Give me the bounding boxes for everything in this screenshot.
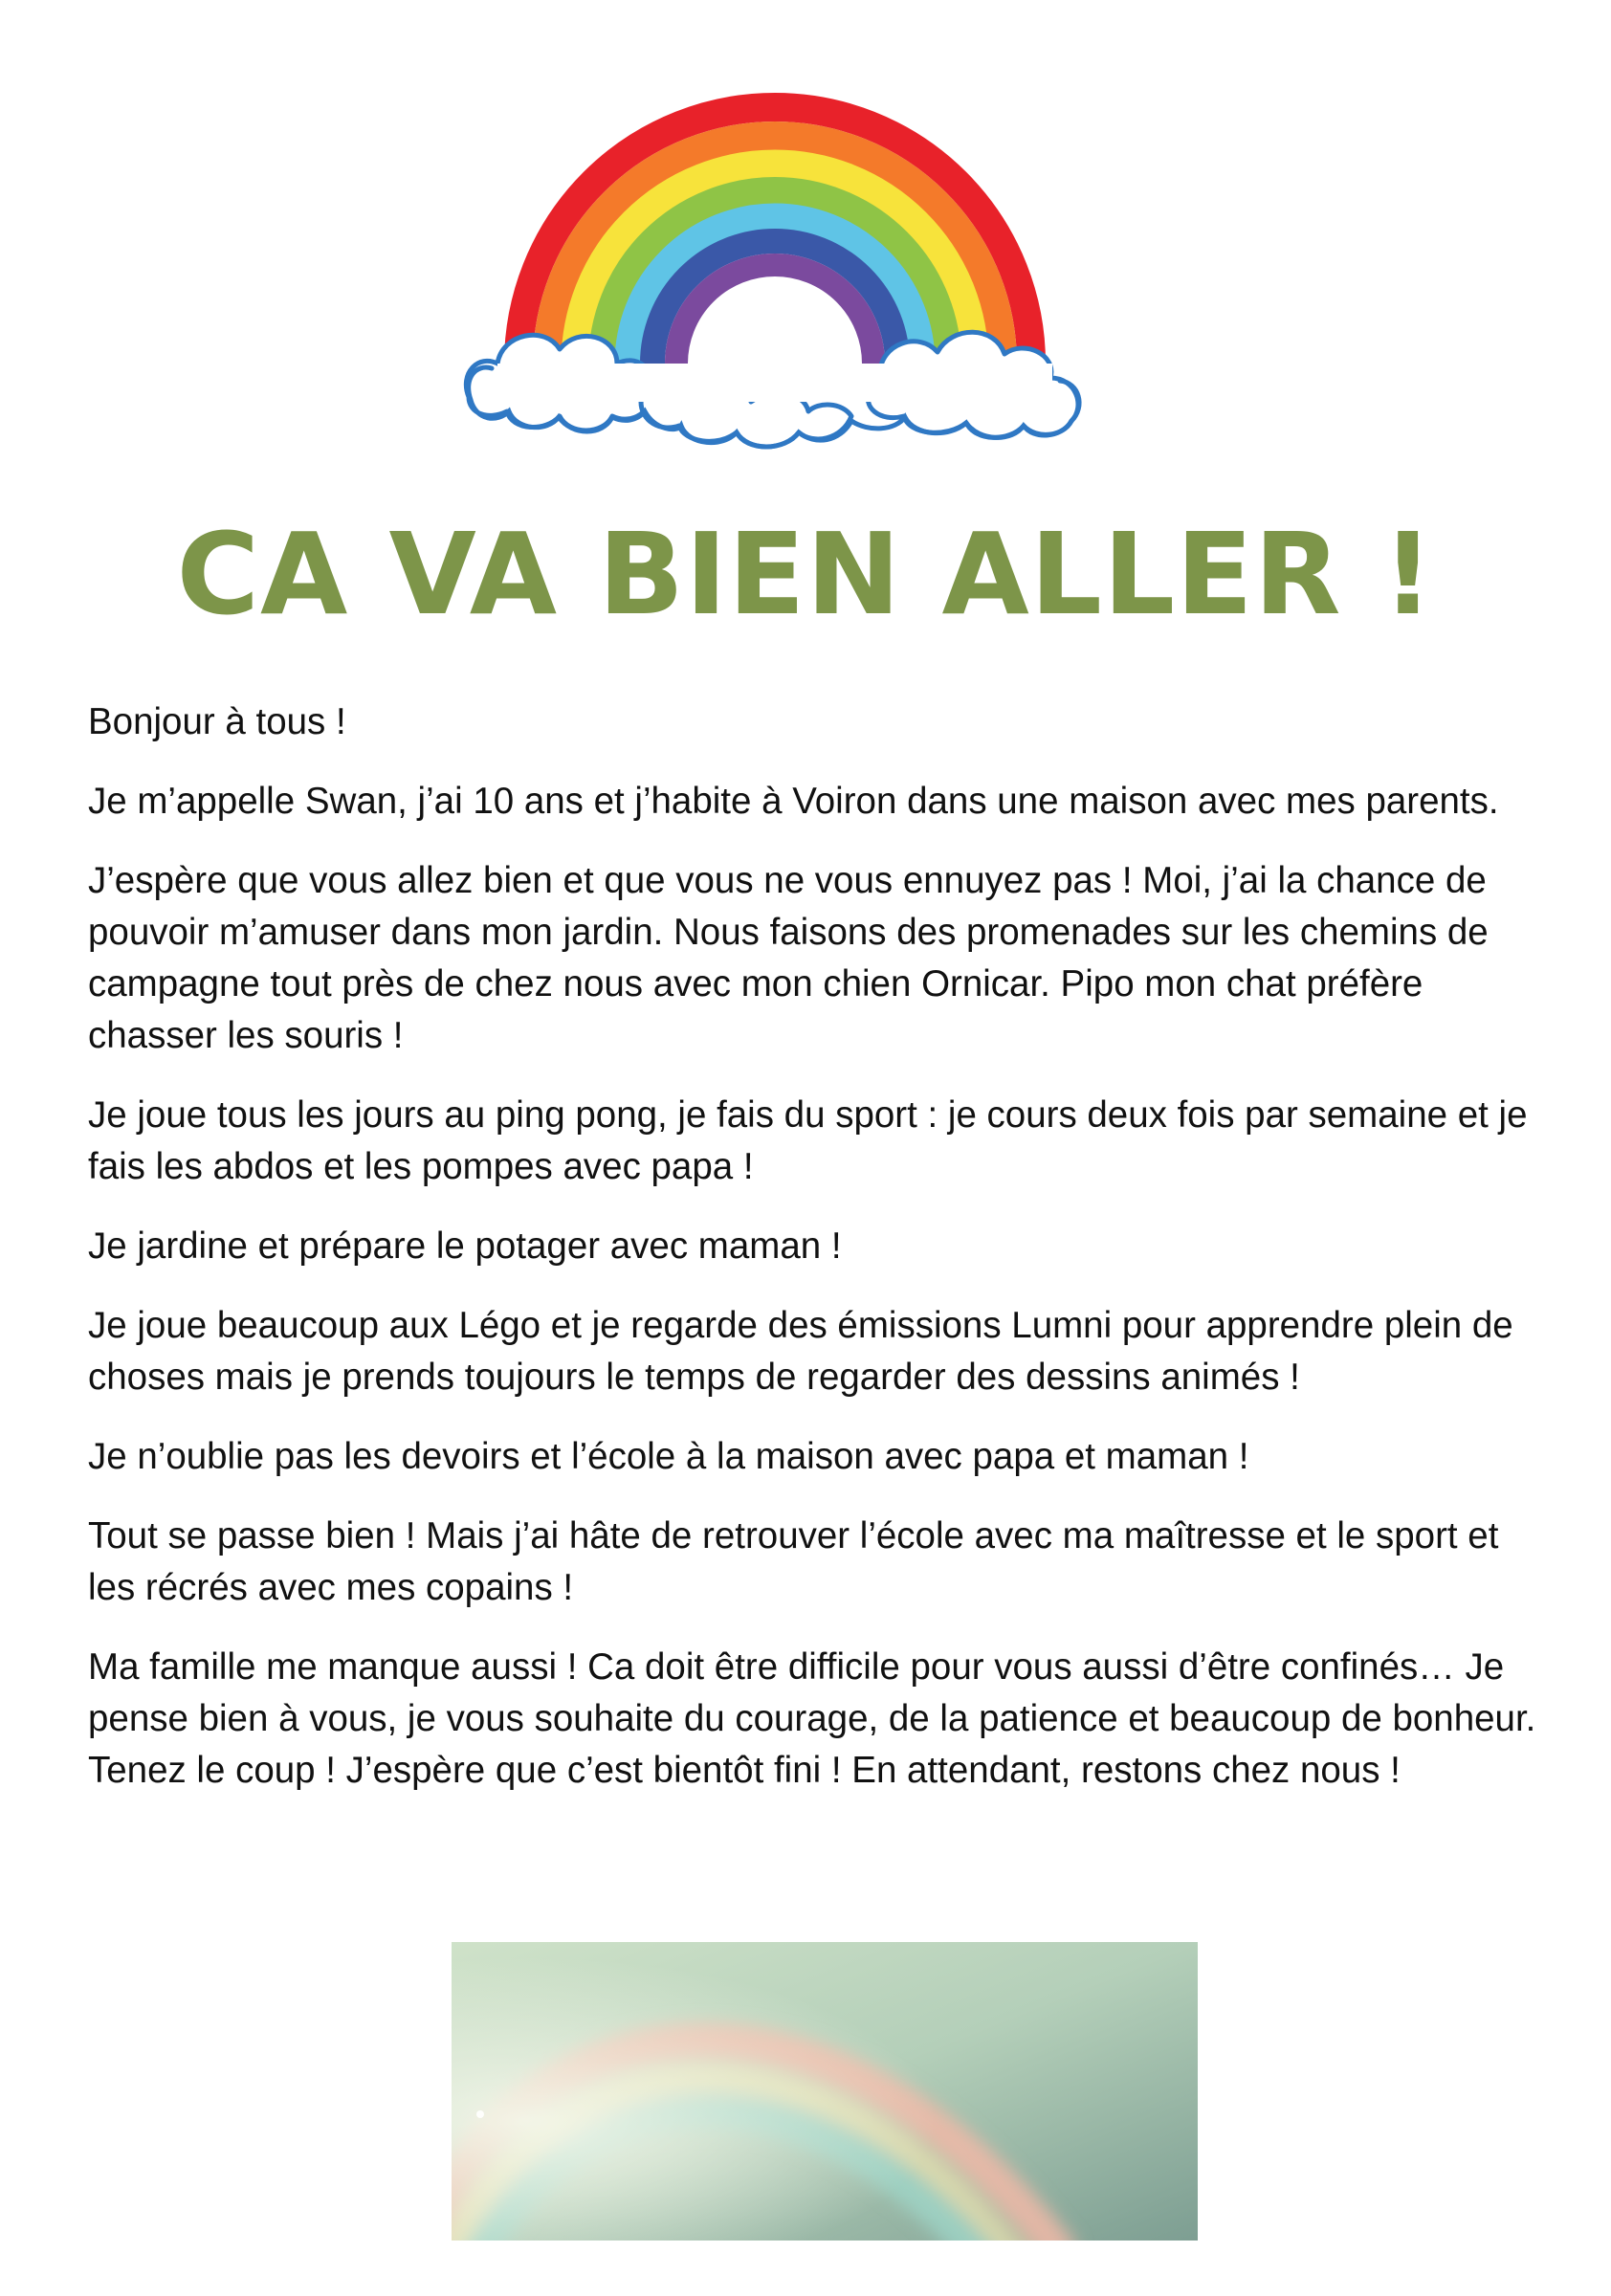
paragraph-greeting: Bonjour à tous ! — [88, 701, 346, 742]
paragraph-family: Ma famille me manque aussi ! Ca doit être difficile pour vous aussi d’être confinés… Je pense bien à vous, je vous souhaite du courage, de la patience et beaucoup de bonheur. Tenez le coup ! J’espère que c’est bientôt fini ! En attendant, restons chez nous ! — [88, 1646, 1536, 1791]
page-title: CA VA BIEN ALLER ! — [176, 508, 1435, 640]
letter-body — [88, 696, 1552, 1824]
paragraph-sport: Je joue tous les jours au ping pong, je fais du sport : je cours deux fois par semaine et je fais les abdos et les pompes avec papa ! — [88, 1094, 1528, 1187]
paragraph-introduction: Je m’appelle Swan, j’ai 10 ans et j’habite à Voiron dans une maison avec mes parents. — [88, 781, 1499, 822]
rainbow-cloud-icon — [459, 86, 1091, 459]
paragraph-lego: Je joue beaucoup aux Légo et je regarde des émissions Lumni pour apprendre plein de choses mais je prends toujours le temps de regarder des dessins animés ! — [88, 1305, 1513, 1398]
paragraph-vegetable-garden: Je jardine et prépare le potager avec maman ! — [88, 1225, 842, 1267]
rainbow-photo-icon — [452, 1942, 1198, 2241]
paragraph-garden: J’espère que vous allez bien et que vous ne vous ennuyez pas ! Moi, j’ai la chance de pouvoir m’amuser dans mon jardin. Nous faisons des promenades sur les chemins de campagne tout près de chez nous avec mon chien Ornicar. Pipo mon chat préfère chasser les souris ! — [88, 860, 1489, 1056]
paragraph-homework: Je n’oublie pas les devoirs et l’école à la maison avec papa et maman ! — [88, 1436, 1249, 1477]
paragraph-school: Tout se passe bien ! Mais j’ai hâte de retrouver l’école avec ma maîtresse et le sport et les récrés avec mes copains ! — [88, 1515, 1499, 1608]
